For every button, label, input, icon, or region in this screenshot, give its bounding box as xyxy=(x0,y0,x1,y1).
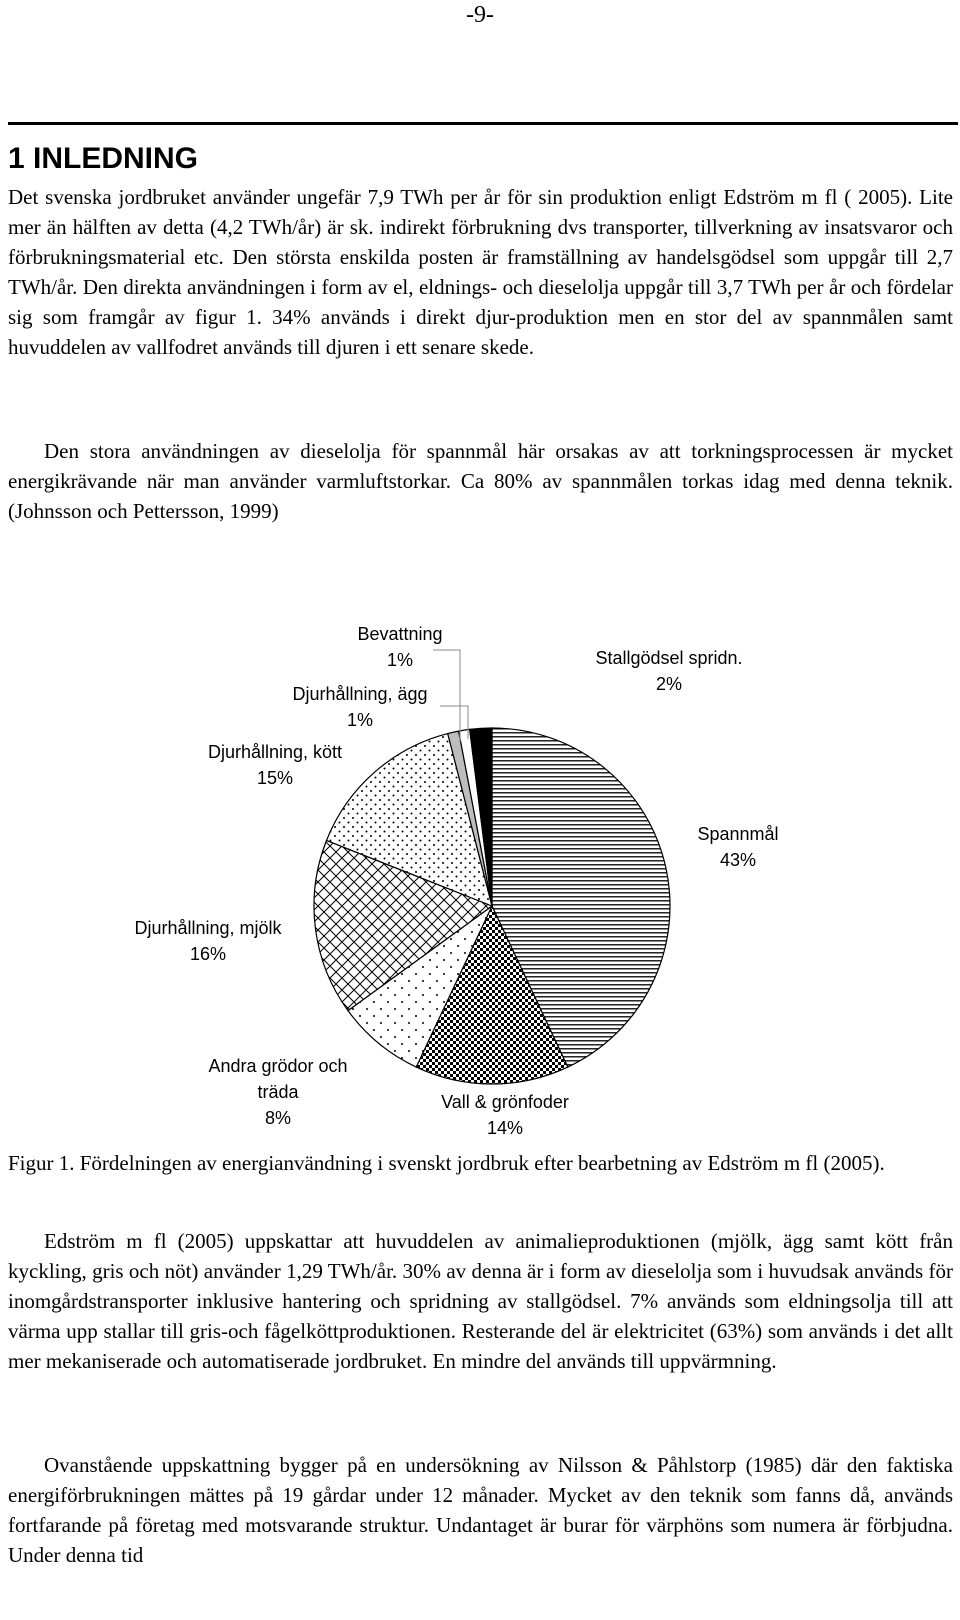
pie-slice-percent: 1% xyxy=(386,650,414,670)
pie-slice-label: Bevattning xyxy=(357,624,443,644)
section-heading: 1 INLEDNING xyxy=(8,142,199,175)
drying-paragraph: Den stora användningen av dieselolja för spannmål här orsakas av att torkningsprocessen är mycket energikrävande när man använder varmluftstorkar. Ca 80% av spannmålen torkas idag med denna teknik. (Johnsson och Pettersson, 1999) xyxy=(8,439,953,523)
intro-paragraph: Det svenska jordbruket använder ungefär 7,9 TWh per år för sin produktion enligt Edström m fl ( 2005). Lite mer än hälften av detta (4,2 TWh/år) är sk. indirekt förbrukning dvs transporter, tillverkning av insatsvaror och förbrukningsmaterial etc. Den största enskilda posten är framställning av handelsgödsel som uppgår till 2,7 TWh/år. Den direkta användningen i form av el, eldnings- och dieselolja uppgår till 3,7 TWh per år och fördelar sig som framgår av figur 1. 34% används i direkt djur-produktion men en stor del av spannmålen samt huvuddelen av vallfodret används till djuren i ett senare skede. xyxy=(8,185,953,359)
pie-slice-label: träda xyxy=(257,1082,299,1102)
pie-slice-label: Vall & grönfoder xyxy=(441,1092,569,1112)
pie-slice-label: Djurhållning, kött xyxy=(207,742,343,762)
survey-paragraph: Ovanstående uppskattning bygger på en undersökning av Nilsson & Påhlstorp (1985) där den faktiska energiförbrukningen mättes på 19 gårdar under 12 månader. Mycket av den teknik som fanns då, används fortfarande på företag med motsvarande struktur. Undantaget är burar för värphöns som numera är förbjudna. Under denna tid xyxy=(8,1453,953,1567)
page-number: -9- xyxy=(466,2,494,28)
pie-slice-label: Spannmål xyxy=(697,824,779,844)
pie-slice-label: Stallgödsel spridn. xyxy=(595,648,743,668)
pie-slice-percent: 16% xyxy=(189,944,227,964)
animal-production-paragraph: Edström m fl (2005) uppskattar att huvuddelen av animalieproduktionen (mjölk, ägg samt kött från kyckling, gris och nöt) använder 1,29 TWh/år. 30% av denna är i form av dieselolja som i huvudsak används för inomgårdstransporter inklusive hantering och spridning av stallgödsel. 7% används som eldningsolja till att värma upp stallar till gris-och fågelköttproduktionen. Resterande del är elektricitet (63%) som används i det allt mer mekaniserade och automatiserade jordbruket. En mindre del används till uppvärmning. xyxy=(8,1229,953,1373)
figure-caption: Figur 1. Fördelningen av energianvändning i svenskt jordbruk efter bearbetning av Edström m fl (2005). xyxy=(8,1151,885,1175)
pie-slice-percent: 1% xyxy=(346,710,374,730)
header-rule xyxy=(8,122,958,125)
pie-slice-percent: 15% xyxy=(256,768,294,788)
pie-slice-percent: 14% xyxy=(486,1118,524,1138)
pie-slice-percent: 8% xyxy=(264,1108,292,1128)
pie-slice-label: Djurhållning, mjölk xyxy=(134,918,282,938)
pie-slice-percent: 43% xyxy=(719,850,757,870)
pie-slice-percent: 2% xyxy=(655,674,683,694)
energy-pie-chart xyxy=(0,600,960,1160)
pie-slice-label: Andra grödor och xyxy=(208,1056,348,1076)
leader-line xyxy=(433,650,460,742)
pie-slice-label: Djurhållning, ägg xyxy=(292,684,428,704)
pie-chart-svg xyxy=(0,600,960,1160)
